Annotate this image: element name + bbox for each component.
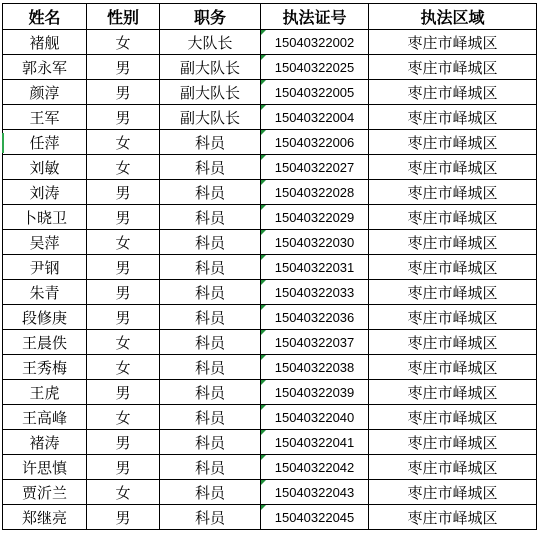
cell-license[interactable] [261,480,369,505]
cell-name[interactable]: 褚涛 [3,430,87,455]
cell-name[interactable]: 刘敏 [3,155,87,180]
header-cell-name[interactable]: 姓名 [3,4,87,30]
text-number-marker-icon [261,255,266,260]
cell-area[interactable]: 枣庄市峄城区 [369,455,537,480]
cell-duty[interactable]: 副大队长 [160,55,261,80]
table-row [3,480,537,505]
license-number: 15040322038 [274,359,355,375]
cell-gender[interactable]: 女 [87,405,160,430]
cell-area[interactable]: 枣庄市峄城区 [369,105,537,130]
cell-name[interactable]: 郭永军 [3,55,87,80]
text-number-marker-icon [261,305,266,310]
text-number-marker-icon [261,505,266,510]
license-number: 15040322033 [274,284,355,300]
license-number: 15040322030 [274,234,355,250]
cell-duty[interactable]: 科员 [160,230,261,255]
cell-area[interactable]: 枣庄市峄城区 [369,30,537,55]
text-number-marker-icon [261,105,266,110]
cell-name[interactable]: 颜淳 [3,80,87,105]
cell-duty[interactable]: 科员 [160,280,261,305]
header-cell-duty[interactable]: 职务 [160,4,261,30]
table-row [3,305,537,330]
cell-duty[interactable]: 科员 [160,505,261,530]
header-cell-license[interactable]: 执法证号 [261,4,369,30]
cell-license[interactable] [261,430,369,455]
license-number: 15040322027 [274,159,355,175]
cell-duty[interactable]: 科员 [160,330,261,355]
cell-gender[interactable]: 男 [87,80,160,105]
cell-gender[interactable]: 女 [87,155,160,180]
cell-duty[interactable]: 副大队长 [160,105,261,130]
text-number-marker-icon [261,380,266,385]
cell-license[interactable] [261,255,369,280]
cell-gender[interactable]: 男 [87,305,160,330]
table-row [3,455,537,480]
license-number: 15040322036 [274,309,355,325]
cell-area[interactable]: 枣庄市峄城区 [369,305,537,330]
cell-duty[interactable]: 科员 [160,455,261,480]
license-number: 15040322039 [274,384,355,400]
license-number: 15040322043 [274,484,355,500]
cell-gender[interactable]: 男 [87,505,160,530]
cell-license[interactable] [261,180,369,205]
cell-cursor [2,133,4,153]
cell-area[interactable]: 枣庄市峄城区 [369,205,537,230]
license-number: 15040322042 [274,459,355,475]
cell-gender[interactable]: 男 [87,255,160,280]
cell-license[interactable] [261,230,369,255]
cell-name[interactable]: 王秀梅 [3,355,87,380]
table-row [3,55,537,80]
cell-license[interactable] [261,280,369,305]
cell-duty[interactable]: 科员 [160,255,261,280]
text-number-marker-icon [261,430,266,435]
text-number-marker-icon [261,230,266,235]
cell-area[interactable]: 枣庄市峄城区 [369,55,537,80]
cell-gender[interactable]: 女 [87,330,160,355]
cell-gender[interactable]: 男 [87,105,160,130]
table-row [3,430,537,455]
cell-name[interactable]: 王晨佚 [3,330,87,355]
cell-name[interactable]: 吴萍 [3,230,87,255]
table-row [3,80,537,105]
table-row [3,155,537,180]
cell-gender[interactable]: 男 [87,180,160,205]
cell-gender[interactable]: 女 [87,130,160,155]
cell-area[interactable]: 枣庄市峄城区 [369,130,537,155]
cell-gender[interactable]: 男 [87,455,160,480]
table-row [3,280,537,305]
cell-license[interactable] [261,205,369,230]
table-row [3,355,537,380]
table-row [3,255,537,280]
cell-area[interactable]: 枣庄市峄城区 [369,430,537,455]
text-number-marker-icon [261,480,266,485]
header-cell-gender[interactable]: 性别 [87,4,160,30]
cell-gender[interactable]: 男 [87,55,160,80]
table-row [3,330,537,355]
cell-license[interactable] [261,380,369,405]
cell-gender[interactable]: 女 [87,230,160,255]
header-cell-area[interactable]: 执法区域 [369,4,537,30]
cell-duty[interactable]: 科员 [160,355,261,380]
cell-name[interactable]: 卜晓卫 [3,205,87,230]
text-number-marker-icon [261,30,266,35]
cell-area[interactable]: 枣庄市峄城区 [369,505,537,530]
text-number-marker-icon [261,180,266,185]
text-number-marker-icon [261,330,266,335]
cell-duty[interactable]: 科员 [160,430,261,455]
cell-license[interactable] [261,305,369,330]
cell-name[interactable]: 王虎 [3,380,87,405]
text-number-marker-icon [261,205,266,210]
cell-area[interactable]: 枣庄市峄城区 [369,280,537,305]
cell-area[interactable]: 枣庄市峄城区 [369,480,537,505]
cell-name[interactable]: 褚舰 [3,30,87,55]
cell-license[interactable] [261,330,369,355]
cell-duty[interactable]: 科员 [160,205,261,230]
text-number-marker-icon [261,55,266,60]
cell-area[interactable]: 枣庄市峄城区 [369,80,537,105]
cell-duty[interactable]: 科员 [160,180,261,205]
cell-license[interactable] [261,405,369,430]
table-row [3,180,537,205]
license-number: 15040322045 [274,509,355,525]
text-number-marker-icon [261,455,266,460]
cell-duty[interactable]: 科员 [160,480,261,505]
personnel-table [2,3,537,530]
table-row [3,105,537,130]
cell-license[interactable] [261,355,369,380]
table-row [3,30,537,55]
cell-name[interactable]: 王军 [3,105,87,130]
cell-name[interactable]: 郑继亮 [3,505,87,530]
cell-gender[interactable]: 女 [87,355,160,380]
cell-area[interactable]: 枣庄市峄城区 [369,155,537,180]
cell-name[interactable]: 朱青 [3,280,87,305]
table-row [3,505,537,530]
cell-area[interactable]: 枣庄市峄城区 [369,230,537,255]
text-number-marker-icon [261,355,266,360]
cell-name[interactable]: 尹钢 [3,255,87,280]
header-row [3,4,537,30]
table-row [3,405,537,430]
license-number: 15040322006 [274,134,355,150]
cell-gender[interactable]: 女 [87,30,160,55]
cell-duty[interactable]: 科员 [160,130,261,155]
table-row [3,380,537,405]
cell-name[interactable]: 王高峰 [3,405,87,430]
cell-area[interactable]: 枣庄市峄城区 [369,355,537,380]
cell-license[interactable] [261,80,369,105]
table-row [3,205,537,230]
cell-license[interactable] [261,30,369,55]
text-number-marker-icon [261,80,266,85]
license-number: 15040322028 [274,184,355,200]
cell-license[interactable] [261,155,369,180]
license-number: 15040322004 [274,109,355,125]
cell-duty[interactable]: 科员 [160,155,261,180]
cell-duty[interactable]: 副大队长 [160,80,261,105]
license-number: 15040322005 [274,84,355,100]
cell-gender[interactable]: 女 [87,480,160,505]
text-number-marker-icon [261,130,266,135]
cell-name[interactable]: 贾沂兰 [3,480,87,505]
cell-duty[interactable]: 大队长 [160,30,261,55]
table-row [3,230,537,255]
cell-area[interactable]: 枣庄市峄城区 [369,405,537,430]
cell-license[interactable] [261,105,369,130]
license-number: 15040322040 [274,409,355,425]
cell-area[interactable]: 枣庄市峄城区 [369,330,537,355]
cell-name[interactable]: 许思慎 [3,455,87,480]
cell-license[interactable] [261,455,369,480]
cell-area[interactable]: 枣庄市峄城区 [369,255,537,280]
license-number: 15040322031 [274,259,355,275]
license-number: 15040322025 [274,59,355,75]
cell-name[interactable]: 任萍 [3,130,87,155]
license-number: 15040322029 [274,209,355,225]
cell-license[interactable] [261,505,369,530]
cell-name[interactable]: 刘涛 [3,180,87,205]
cell-gender[interactable]: 男 [87,430,160,455]
text-number-marker-icon [261,405,266,410]
table-row [3,130,537,155]
cell-license[interactable] [261,130,369,155]
cell-duty[interactable]: 科员 [160,405,261,430]
cell-name[interactable]: 段修庚 [3,305,87,330]
cell-duty[interactable]: 科员 [160,305,261,330]
cell-gender[interactable]: 男 [87,280,160,305]
table-body [3,30,537,530]
cell-gender[interactable]: 男 [87,205,160,230]
text-number-marker-icon [261,280,266,285]
license-number: 15040322002 [274,34,355,50]
license-number: 15040322041 [274,434,355,450]
cell-area[interactable]: 枣庄市峄城区 [369,180,537,205]
cell-area[interactable]: 枣庄市峄城区 [369,380,537,405]
license-number: 15040322037 [274,334,355,350]
cell-duty[interactable]: 科员 [160,380,261,405]
text-number-marker-icon [261,155,266,160]
cell-gender[interactable]: 男 [87,380,160,405]
cell-license[interactable] [261,55,369,80]
